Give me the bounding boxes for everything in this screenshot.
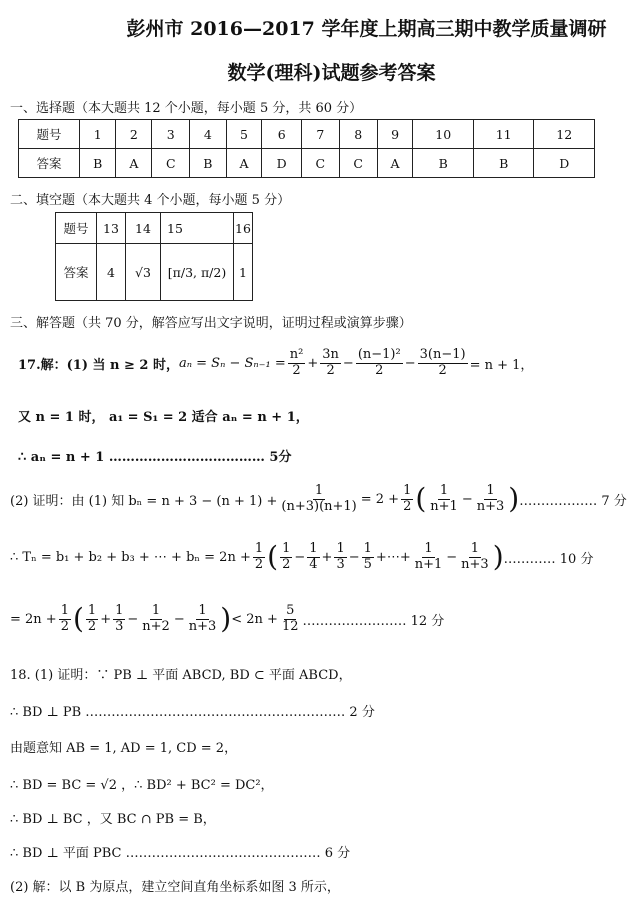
table-cell: 题号 <box>19 120 80 149</box>
table-cell: √3 <box>126 244 161 301</box>
table-cell: 15 <box>161 213 234 244</box>
section1-heading: 一、选择题（本大题共 12 个小题，每小题 5 分，共 60 分） <box>10 101 363 116</box>
fraction: $\frac{3(n-1)}{2}$ <box>419 347 466 378</box>
table-row <box>19 149 595 178</box>
table-cell: C <box>339 149 377 178</box>
q17-line1-tail: = n + 1， <box>469 357 534 373</box>
fraction: $\frac{1}{2}$ <box>403 483 412 514</box>
fraction: $\frac{1}{n+1}$ <box>414 541 443 572</box>
table-cell: 12 <box>534 120 595 149</box>
section3-heading: 三、解答题（共 70 分，解答应写出文字说明，证明过程或演算步骤） <box>10 316 412 331</box>
fraction: $\frac{1}{2}$ <box>282 541 291 572</box>
q17-line1-prefix: 17.解：(1) 当 n ≥ 2 时， <box>18 357 179 373</box>
fraction: $\frac{1}{4}$ <box>309 541 318 572</box>
table-cell: 10 <box>413 120 473 149</box>
table-cell: 13 <box>97 213 126 244</box>
fraction: $\frac{1}{2}$ <box>87 603 97 634</box>
table-cell: 5 <box>226 120 262 149</box>
fraction: $\frac{1}{n+3}$ <box>188 603 217 634</box>
q17-line4-prefix: (2) 证明：由 (1) 知 bₙ = n + 3 − (n + 1) + <box>10 493 278 509</box>
fraction: $\frac{1}{(n+3)(n+1)}$ <box>281 483 357 514</box>
table-row <box>19 120 595 149</box>
q18-line4: ∴ BD = BC = √2 ，∴ BD² + BC² = DC²， <box>10 778 274 793</box>
fraction: $\frac{1}{5}$ <box>363 541 372 572</box>
q17-line6-score: …………………… 12 分 <box>302 613 445 629</box>
table-cell: C <box>301 149 339 178</box>
q18-line6: ∴ BD ⊥ 平面 PBC ……………………………………… 6 分 <box>10 846 351 861</box>
q18-line1: 18. (1) 证明：∵ PB ⊥ 平面 ABCD, BD ⊂ 平面 ABCD， <box>10 668 352 683</box>
table-cell: 11 <box>473 120 533 149</box>
table-row <box>56 213 253 244</box>
table-cell: B <box>80 149 116 178</box>
table-cell: A <box>226 149 262 178</box>
table-cell: B <box>473 149 533 178</box>
table-cell: 1 <box>80 120 116 149</box>
q17-line6-prefix: = 2n + <box>10 611 57 627</box>
page-title: 彭州市 2016—2017 学年度上期高三期中教学质量调研 <box>126 18 607 40</box>
q17-line5: ∴ Tₙ = b₁ + b₂ + b₃ + ⋯ + bₙ = 2n + $\frac{1}{2}$ ( $\frac{1}{2}$ − $\frac{1}{4}$ + $\frac{1}{3}$ − $\frac{1}{5}$ +⋯+ $\frac{1}{n+1}$ − $\frac{1}{n+3}$ ) ………… 10 分 <box>10 540 594 574</box>
q17-line6: = 2n + $\frac{1}{2}$ ( $\frac{1}{2}$ + $\frac{1}{3}$ − $\frac{1}{n+2}$ − $\frac{1}{n+3}$ ) < 2n + $\frac{5}{12}$ …………………… 12 分 <box>10 602 445 636</box>
fill-answer-table <box>55 212 253 301</box>
q17-line5-score: ………… 10 分 <box>503 551 594 567</box>
fraction: $\frac{1}{n+1}$ <box>430 483 458 514</box>
table-cell: 14 <box>126 213 161 244</box>
q18-line2: ∴ BD ⊥ PB …………………………………………………… 2 分 <box>10 705 375 720</box>
table-row <box>56 244 253 301</box>
q17-line3: ∴ aₙ = n + 1 ……………………………… 5分 <box>18 450 292 465</box>
table-cell: B <box>190 149 226 178</box>
q18-line7: (2) 解：以 B 为原点，建立空间直角坐标系如图 3 所示， <box>10 880 340 895</box>
table-cell: A <box>377 149 413 178</box>
page-subtitle: 数学(理科)试题参考答案 <box>227 62 436 84</box>
fraction: $\frac{3n}{2}$ <box>322 347 339 378</box>
table-cell: 6 <box>262 120 301 149</box>
table-cell: 16 <box>234 213 253 244</box>
fraction: $\frac{1}{3}$ <box>115 603 124 634</box>
fraction: $\frac{\text{n²}}{2}$ <box>289 347 304 378</box>
table-cell: 答案 <box>19 149 80 178</box>
table-cell: 7 <box>301 120 339 149</box>
table-cell: 2 <box>116 120 152 149</box>
table-cell: [π/3, π/2) <box>161 244 234 301</box>
fraction: $\frac{1}{2}$ <box>60 603 69 634</box>
fraction: $\frac{1}{2}$ <box>254 541 264 572</box>
table-cell: 4 <box>97 244 126 301</box>
q18-line3: 由题意知 AB = 1, AD = 1, CD = 2， <box>10 741 238 756</box>
q17-line2: 又 n = 1 时， a₁ = S₁ = 2 适合 aₙ = n + 1， <box>18 410 309 425</box>
q17-line6-mid: < 2n + <box>231 611 278 627</box>
table-cell: 9 <box>377 120 413 149</box>
table-cell: 1 <box>234 244 253 301</box>
q17-line1: 17.解：(1) 当 n ≥ 2 时， aₙ = Sₙ − Sₙ₋₁ = $\frac{\text{n²}}{2}$ + $\frac{3n}{2}$ − $\frac{\text{(n−1)²}}{2}$ − $\frac{3(n-1)}{2}$ = n + 1， <box>18 347 534 378</box>
q17-line4-score: ……………… 7 分 <box>519 493 627 509</box>
table-cell: C <box>152 149 190 178</box>
q17-line4: (2) 证明：由 (1) 知 bₙ = n + 3 − (n + 1) + $\frac{1}{(n+3)(n+1)}$ = 2 + $\frac{1}{2}$ ( $\frac{1}{n+1}$ − $\frac{1}{n+3}$ ) ……………… 7 分 <box>10 482 627 516</box>
fraction: $\frac{5}{12}$ <box>281 603 299 634</box>
fraction: $\frac{1}{n+3}$ <box>476 483 505 514</box>
q17-line5-prefix: ∴ Tₙ = b₁ + b₂ + b₃ + ⋯ + bₙ = 2n + <box>10 549 251 565</box>
table-cell: D <box>262 149 301 178</box>
table-cell: B <box>413 149 473 178</box>
table-cell: 3 <box>152 120 190 149</box>
table-cell: D <box>534 149 595 178</box>
table-cell: 8 <box>339 120 377 149</box>
q17-line1-math: aₙ = Sₙ − Sₙ₋₁ = <box>178 355 286 371</box>
table-cell: 答案 <box>56 244 97 301</box>
section2-heading: 二、填空题（本大题共 4 个小题，每小题 5 分） <box>10 193 291 208</box>
fraction: $\frac{1}{n+2}$ <box>142 603 170 634</box>
fraction: $\frac{1}{n+3}$ <box>461 541 489 572</box>
table-cell: A <box>116 149 152 178</box>
table-cell: 题号 <box>56 213 97 244</box>
choice-answer-table <box>18 119 595 178</box>
q17-line4-mid: = 2 + <box>360 491 400 507</box>
fraction: $\frac{1}{3}$ <box>336 541 345 572</box>
q18-line5: ∴ BD ⊥ BC ，又 BC ∩ PB = B， <box>10 812 216 827</box>
table-cell: 4 <box>190 120 226 149</box>
fraction: $\frac{\text{(n−1)²}}{2}$ <box>357 347 401 378</box>
